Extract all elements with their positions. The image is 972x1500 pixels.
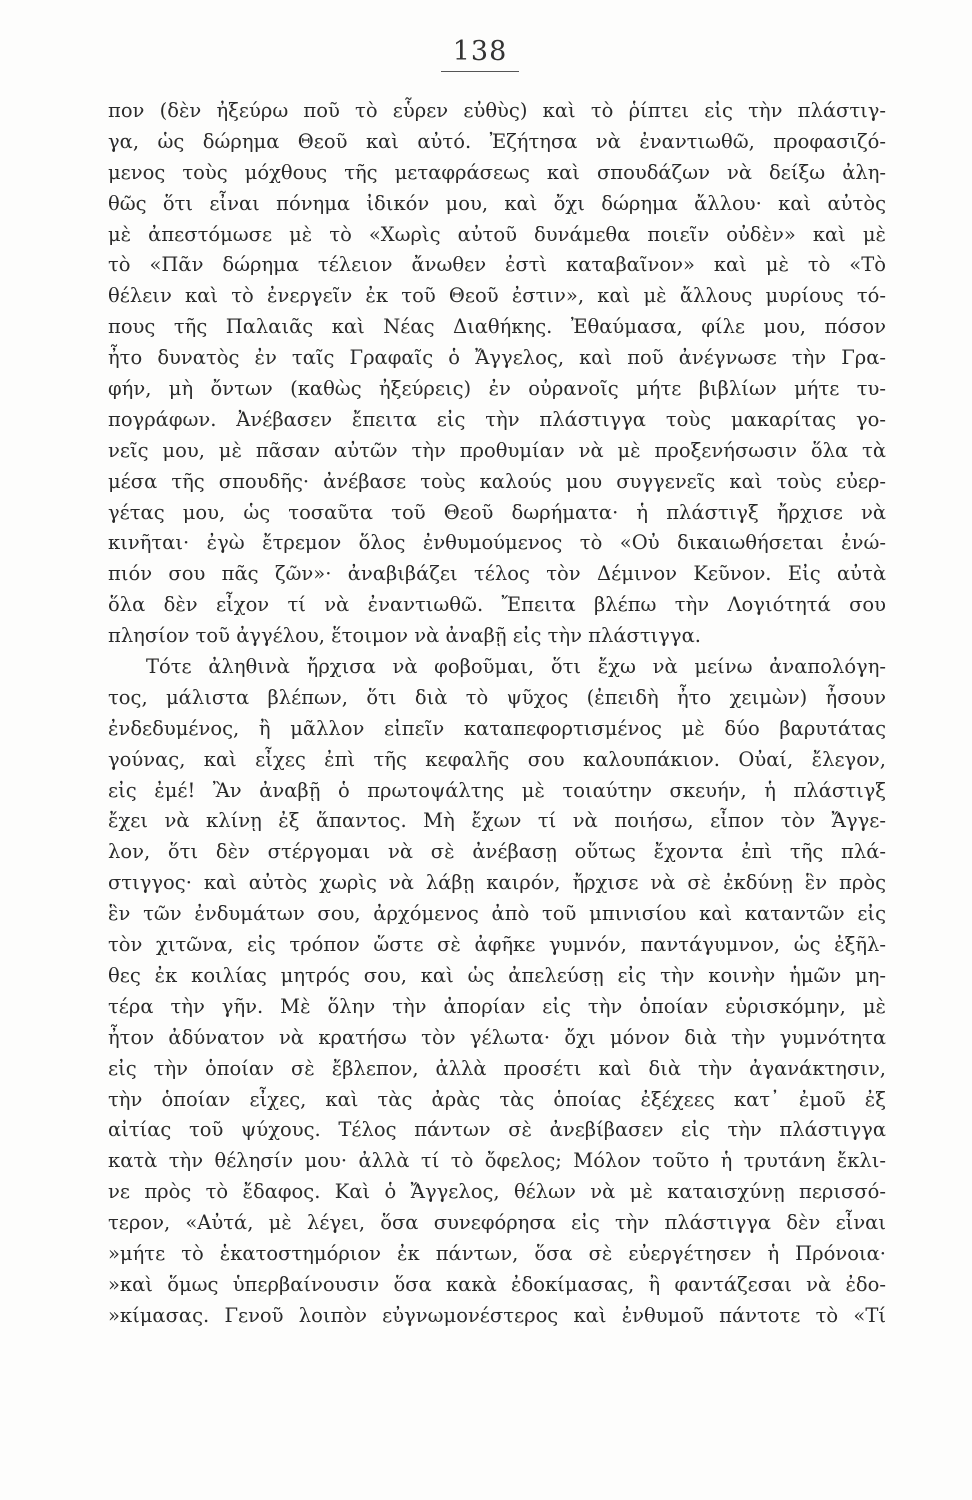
- text-line: νε πρὸς τὸ ἔδαφος. Καὶ ὁ Ἄγγελος, θέλων νὰ μὲ καταισχύνῃ περισσό-: [108, 1180, 886, 1204]
- text-line: λον, ὅτι δὲν στέργομαι νὰ σὲ ἀνέβασῃ οὕτως ἔχοντα ἐπὶ τῆς πλά-: [108, 840, 886, 864]
- text-line: νεῖς μου, μὲ πᾶσαν αὐτῶν τὴν προθυμίαν νὰ μὲ προξενήσωσιν ὅλα τὰ: [108, 438, 886, 462]
- text-line: ἦτον ἀδύνατον νὰ κρατήσω τὸν γέλωτα· ὄχι μόνον διὰ τὴν γυμνότητα: [108, 1025, 886, 1049]
- text-line: ἐνδεδυμένος, ἢ μᾶλλον εἰπεῖν καταπεφορτισμένος μὲ δύο βαρυτάτας: [108, 716, 886, 740]
- text-line: εἰς τὴν ὁποίαν σὲ ἔβλεπον, ἀλλὰ προσέτι καὶ διὰ τὴν ἀγανάκτησιν,: [108, 1056, 886, 1080]
- text-line: στιγγος· καὶ αὐτὸς χωρὶς νὰ λάβῃ καιρόν, ἤρχισε νὰ σὲ ἐκδύνῃ ἓν πρὸς: [108, 871, 886, 895]
- page-number-text: 138: [441, 36, 520, 72]
- text-line: ἔχει νὰ κλίνῃ ἐξ ἅπαντος. Μὴ ἔχων τί νὰ ποιήσω, εἶπον τὸν Ἄγγε-: [108, 809, 886, 833]
- text-line: μέσα τῆς σπουδῆς· ἀνέβασε τοὺς καλούς μου συγγενεῖς καὶ τοὺς εὐερ-: [108, 469, 886, 493]
- text-line: μὲ ἀπεστόμωσε μὲ τὸ «Χωρὶς αὐτοῦ δυνάμεθα ποιεῖν οὐδὲν» καὶ μὲ: [108, 222, 886, 246]
- text-line: φήν, μὴ ὄντων (καθὼς ἠξεύρεις) ἐν οὐρανοῖς μήτε βιβλίων μήτε τυ-: [108, 377, 886, 401]
- text-line: ἓν τῶν ἐνδυμάτων σου, ἀρχόμενος ἀπὸ τοῦ μπινισίου καὶ καταντῶν εἰς: [108, 902, 886, 926]
- text-line: τος, μάλιστα βλέπων, ὅτι διὰ τὸ ψῦχος (ἐπειδὴ ἦτο χειμὼν) ἦσουν: [108, 685, 886, 709]
- text-line: τὸ «Πᾶν δώρημα τέλειον ἄνωθεν ἐστὶ καταβαῖνον» καὶ μὲ τὸ «Τὸ: [108, 253, 886, 277]
- text-line: τερον, «Αὐτά, μὲ λέγει, ὅσα συνεφόρησα εἰς τὴν πλάστιγγα δὲν εἶναι: [108, 1211, 886, 1235]
- body-text: [108, 96, 886, 1332]
- text-line: μενος τοὺς μόχθους τῆς μεταφράσεως καὶ σπουδάζων νὰ δείξω ἀλη-: [108, 160, 886, 184]
- text-line: τὸν χιτῶνα, εἰς τρόπον ὥστε σὲ ἀφῆκε γυμνόν, παντάγυμνον, ὡς ἐξῆλ-: [108, 933, 886, 957]
- text-line: ὅλα δὲν εἶχον τί νὰ ἐναντιωθῶ. Ἔπειτα βλέπω τὴν Λογιότητά σου: [108, 593, 886, 617]
- text-line: κινῆται· ἐγὼ ἔτρεμον ὅλος ἐνθυμούμενος τὸ «Οὐ δικαιωθήσεται ἐνώ-: [108, 531, 886, 555]
- text-line: πους τῆς Παλαιᾶς καὶ Νέας Διαθήκης. Ἐθαύμασα, φίλε μου, πόσον: [108, 315, 886, 339]
- text-line: »κίμασας. Γενοῦ λοιπὸν εὐγνωμονέστερος καὶ ἐνθυμοῦ πάντοτε τὸ «Τί: [108, 1303, 886, 1327]
- text-line: θῶς ὅτι εἶναι πόνημα ἰδικόν μου, καὶ ὄχι δώρημα ἄλλου· καὶ αὐτὸς: [108, 191, 886, 215]
- text-line: πιόν σου πᾶς ζῶν»· ἀναβιβάζει τέλος τὸν Δέμινον Κεῦνον. Εἰς αὐτὰ: [108, 562, 886, 586]
- text-line: γα, ὡς δώρημα Θεοῦ καὶ αὐτό. Ἐζήτησα νὰ ἐναντιωθῶ, προφασιζό-: [108, 129, 886, 153]
- text-line: τέρα τὴν γῆν. Μὲ ὅλην τὴν ἀπορίαν εἰς τὴν ὁποίαν εὑρισκόμην, μὲ: [108, 994, 886, 1018]
- text-line: Τότε ἀληθινὰ ἤρχισα νὰ φοβοῦμαι, ὅτι ἔχω νὰ μείνω ἀναπολόγη-: [146, 655, 886, 679]
- text-line: θες ἐκ κοιλίας μητρός σου, καὶ ὡς ἀπελεύσῃ εἰς τὴν κοινὴν ἡμῶν μη-: [108, 963, 886, 987]
- text-line: γούνας, καὶ εἶχες ἐπὶ τῆς κεφαλῆς σου καλουπάκιον. Οὐαί, ἔλεγον,: [108, 747, 886, 771]
- page-number: [0, 36, 972, 72]
- text-line: »καὶ ὅμως ὑπερβαίνουσιν ὅσα κακὰ ἐδοκίμασας, ἢ φαντάζεσαι νὰ ἐδο-: [108, 1272, 886, 1296]
- text-line: κατὰ τὴν θέλησίν μου· ἀλλὰ τί τὸ ὄφελος; Μόλον τοῦτο ἡ τρυτάνη ἔκλι-: [108, 1149, 886, 1173]
- text-line: πλησίον τοῦ ἀγγέλου, ἕτοιμον νὰ ἀναβῇ εἰς τὴν πλάστιγγα.: [108, 624, 701, 648]
- text-line: πογράφων. Ἀνέβασεν ἔπειτα εἰς τὴν πλάστιγγα τοὺς μακαρίτας γο-: [108, 407, 886, 431]
- text-line: »μήτε τὸ ἑκατοστημόριον ἐκ πάντων, ὅσα σὲ εὐεργέτησεν ἡ Πρόνοια·: [108, 1241, 886, 1265]
- text-line: εἰς ἐμέ! Ἂν ἀναβῇ ὁ πρωτοψάλτης μὲ τοιαύτην σκευήν, ἡ πλάστιγξ: [108, 778, 886, 802]
- text-line: αἰτίας τοῦ ψύχους. Τέλος πάντων σὲ ἀνεβίβασεν εἰς τὴν πλάστιγγα: [108, 1118, 886, 1142]
- text-line: ἦτο δυνατὸς ἐν ταῖς Γραφαῖς ὁ Ἄγγελος, καὶ ποῦ ἀνέγνωσε τὴν Γρα-: [108, 346, 886, 370]
- text-line: γέτας μου, ὡς τοσαῦτα τοῦ Θεοῦ δωρήματα· ἡ πλάστιγξ ἤρχισε νὰ: [108, 500, 886, 524]
- text-line: τὴν ὁποίαν εἶχες, καὶ τὰς ἀρὰς τὰς ὁποίας ἐξέχεες κατ᾽ ἐμοῦ ἐξ: [108, 1087, 886, 1111]
- text-line: θέλειν καὶ τὸ ἐνεργεῖν ἐκ τοῦ Θεοῦ ἐστιν», καὶ μὲ ἄλλους μυρίους τό-: [108, 284, 886, 308]
- text-line: πον (δὲν ἠξεύρω ποῦ τὸ εὗρεν εὐθὺς) καὶ τὸ ῥίπτει εἰς τὴν πλάστιγ-: [108, 99, 886, 122]
